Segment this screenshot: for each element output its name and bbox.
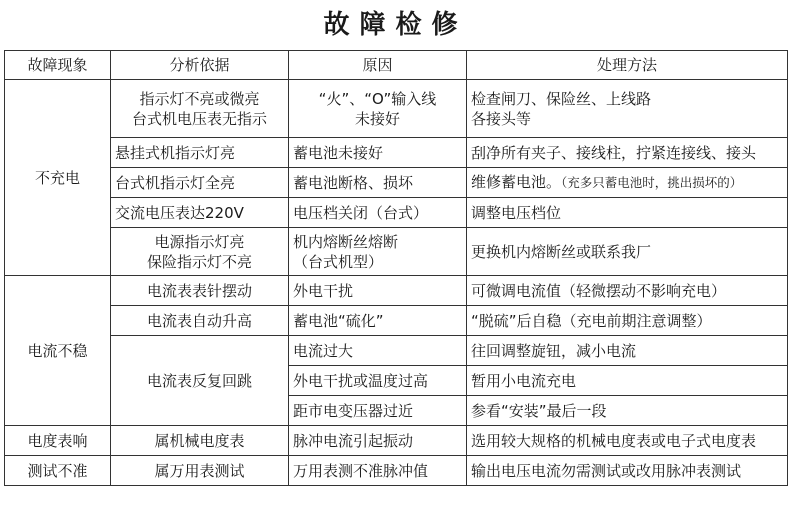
cause-cell: 电流过大 bbox=[289, 336, 467, 366]
method-cell: 调整电压档位 bbox=[467, 198, 788, 228]
cause-cell bbox=[289, 228, 467, 276]
cause-line: 机内熔断丝熔断 bbox=[293, 232, 399, 251]
method-line: 检查闸刀、保险丝、上线路 bbox=[471, 89, 652, 108]
table-row bbox=[5, 138, 788, 168]
header-method: 处理方法 bbox=[467, 51, 788, 80]
method-line: 各接头等 bbox=[471, 109, 532, 128]
cause-cell: 距市电变压器过近 bbox=[289, 396, 467, 426]
table-row bbox=[5, 336, 788, 366]
table-row bbox=[5, 198, 788, 228]
cause-cell: 万用表测不准脉冲值 bbox=[289, 456, 467, 486]
basis-line: 电源指示灯亮 bbox=[154, 232, 245, 251]
basis-cell: 电流表反复回跳 bbox=[111, 336, 289, 426]
table-row bbox=[5, 80, 788, 138]
cause-cell: 电压档关闭（台式） bbox=[289, 198, 467, 228]
cause-cell: 蓄电池未接好 bbox=[289, 138, 467, 168]
method-cell: 往回调整旋钮，减小电流 bbox=[467, 336, 788, 366]
method-cell: 输出电压电流勿需测试或改用脉冲表测试 bbox=[467, 456, 788, 486]
basis-line: 保险指示灯不亮 bbox=[146, 252, 252, 271]
method-cell: 暂用小电流充电 bbox=[467, 366, 788, 396]
method-cell: 刮净所有夹子、接线柱，拧紧连接线、接头 bbox=[467, 138, 788, 168]
header-basis: 分析依据 bbox=[111, 51, 289, 80]
cause-cell bbox=[289, 80, 467, 138]
method-text: 维修蓄电池。 bbox=[471, 173, 562, 191]
symptom-no-charge: 不充电 bbox=[5, 80, 111, 276]
cause-cell: 外电干扰或温度过高 bbox=[289, 366, 467, 396]
symptom-meter-noise: 电度表响 bbox=[5, 426, 111, 456]
method-cell: 选用较大规格的机械电度表或电子式电度表 bbox=[467, 426, 788, 456]
basis-cell: 属万用表测试 bbox=[111, 456, 289, 486]
symptom-unstable-current: 电流不稳 bbox=[5, 276, 111, 426]
basis-cell: 交流电压表达220V bbox=[111, 198, 289, 228]
table-row bbox=[5, 306, 788, 336]
basis-cell: 台式机指示灯全亮 bbox=[111, 168, 289, 198]
cause-line: 未接好 bbox=[354, 109, 400, 128]
cause-cell: 外电干扰 bbox=[289, 276, 467, 306]
basis-cell bbox=[111, 228, 289, 276]
basis-cell bbox=[111, 80, 289, 138]
table-row bbox=[5, 426, 788, 456]
cause-cell: 蓄电池断格、损坏 bbox=[289, 168, 467, 198]
troubleshooting-table bbox=[4, 50, 788, 486]
method-cell: 参看“安装”最后一段 bbox=[467, 396, 788, 426]
cause-line: “火”、“O”输入线 bbox=[318, 89, 437, 108]
cause-cell: 脉冲电流引起振动 bbox=[289, 426, 467, 456]
symptom-inaccurate-test: 测试不准 bbox=[5, 456, 111, 486]
method-cell: 可微调电流值（轻微摆动不影响充电） bbox=[467, 276, 788, 306]
cause-cell: 蓄电池“硫化” bbox=[289, 306, 467, 336]
basis-cell: 电流表表针摆动 bbox=[111, 276, 289, 306]
method-cell: “脱硫”后自稳（充电前期注意调整） bbox=[467, 306, 788, 336]
cause-line: （台式机型） bbox=[293, 252, 384, 271]
header-symptom: 故障现象 bbox=[5, 51, 111, 80]
basis-cell: 电流表自动升高 bbox=[111, 306, 289, 336]
header-cause: 原因 bbox=[289, 51, 467, 80]
basis-line: 台式机电压表无指示 bbox=[131, 109, 267, 128]
table-row bbox=[5, 228, 788, 276]
method-cell: 更换机内熔断丝或联系我厂 bbox=[467, 228, 788, 276]
table-row bbox=[5, 276, 788, 306]
basis-line: 指示灯不亮或微亮 bbox=[139, 89, 260, 108]
basis-cell: 属机械电度表 bbox=[111, 426, 289, 456]
method-cell bbox=[467, 168, 788, 198]
method-cell bbox=[467, 80, 788, 138]
table-row bbox=[5, 168, 788, 198]
method-note: （充多只蓄电池时，挑出损坏的） bbox=[561, 175, 743, 190]
basis-cell: 悬挂式机指示灯亮 bbox=[111, 138, 289, 168]
header-row bbox=[5, 51, 788, 80]
page-title: 故障检修 bbox=[323, 10, 468, 40]
table-row bbox=[5, 456, 788, 486]
